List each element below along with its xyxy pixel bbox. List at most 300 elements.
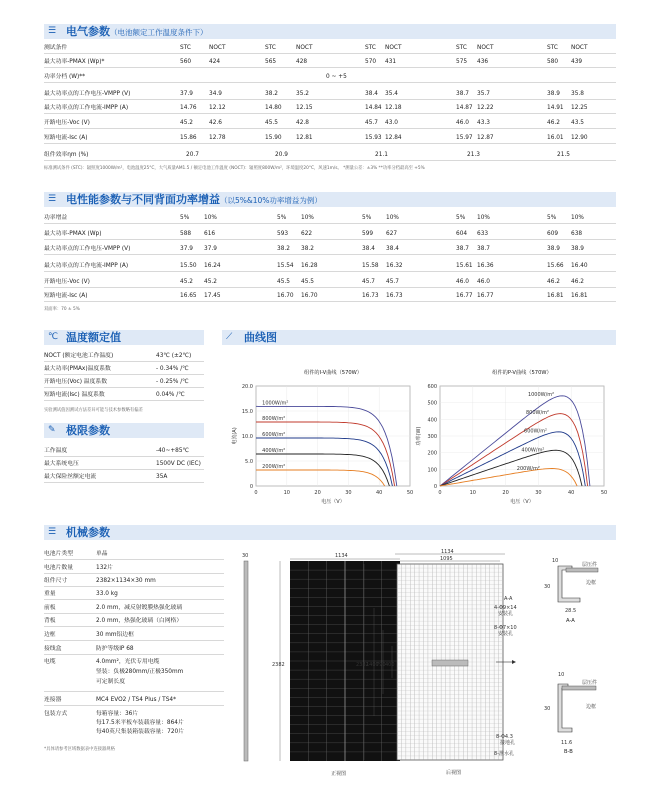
table-cell: 14.76 [180, 105, 197, 111]
col-5: 5% [547, 215, 557, 221]
x-tick-label: 30 [535, 490, 542, 496]
row-label: 背板 [44, 618, 56, 624]
row-value: 单晶 [96, 551, 108, 557]
table-cell: 570 [365, 59, 377, 65]
sec-a-glass: 层压件 [582, 562, 598, 568]
row-value: 43℃ (±2℃) [156, 353, 192, 359]
series-label: 1000W/m² [527, 391, 555, 398]
table-cell: 46.2 [547, 120, 560, 126]
table-cell: 38.7 [456, 246, 469, 252]
sec-b-116: 11.6 [561, 740, 573, 746]
table-cell: 12.84 [385, 135, 402, 141]
col-stc: STC [456, 45, 467, 51]
y-tick-label: 100 [427, 467, 437, 474]
y-tick-label: 20.0 [241, 384, 253, 390]
table-cell: 15.54 [277, 263, 294, 269]
row-label: 最大系统电压 [44, 461, 79, 467]
table-cell: 45.5 [265, 120, 278, 126]
mechanical-header [44, 525, 616, 540]
table-cell: 17.45 [204, 293, 221, 299]
col-10: 10% [204, 215, 217, 221]
curves-charts [222, 360, 616, 510]
row-value: 2.0 mm，减反射镀膜热强化玻璃 [96, 605, 183, 611]
iv-chart [231, 368, 413, 505]
limits-title: 极限参数 [66, 424, 110, 437]
section-b [544, 672, 597, 755]
table-cell: 38.9 [547, 246, 560, 252]
table-cell: 42.8 [296, 120, 309, 126]
table-cell: 15.50 [180, 263, 197, 269]
temperature-footnote: 实验测试值因测试方法差异可能与技术参数略有偏差 [44, 408, 143, 413]
series-line [440, 469, 577, 487]
row-label: 开路电压-Voc (V) [44, 279, 90, 285]
header-label: 测试条件 [44, 45, 68, 51]
table-row [44, 389, 204, 401]
col-noct: NOCT [571, 45, 588, 51]
row-label: 最大功率(PMAx)温度系数 [44, 366, 111, 372]
sliders-icon: ☰ [48, 26, 57, 36]
table-cell: 38.7 [477, 246, 490, 252]
x-axis-label: 电压（V） [321, 499, 345, 505]
table-row [44, 260, 616, 272]
row-label: 工作温度 [44, 448, 68, 454]
pv-chart [415, 368, 607, 505]
hole-c-label: 8-Φ4.3 [496, 734, 513, 740]
table-cell: 627 [386, 231, 398, 237]
table-cell: 14.84 [365, 105, 382, 111]
x-tick-label: 10 [283, 490, 290, 496]
table-row [44, 643, 224, 655]
table-row [44, 458, 204, 470]
table-cell: 46.0 [477, 279, 490, 285]
table-cell: 428 [296, 59, 308, 65]
section-mark-aa: A-A [504, 596, 513, 602]
table-row [44, 88, 616, 100]
table-cell: 45.7 [365, 120, 378, 126]
side-view [242, 553, 248, 761]
table-row [44, 228, 616, 240]
row-label: 前板 [44, 605, 56, 611]
y-tick-label: 10.0 [241, 434, 253, 440]
col-10: 10% [571, 215, 584, 221]
table-cell: 565 [265, 59, 277, 65]
y-tick-label: 300 [427, 434, 437, 440]
table-row [44, 602, 224, 614]
dim-1134-back: 1134 [441, 549, 454, 555]
row-value: 每17.5米平板车装载容量：864片 [96, 720, 184, 726]
table-cell: 16.70 [277, 293, 294, 299]
row-value: 2382×1134×30 mm [96, 578, 156, 584]
table-row [44, 117, 616, 129]
x-tick-label: 40 [568, 490, 575, 496]
table-cell: 45.2 [180, 279, 193, 285]
row-value: 0.04% /℃ [156, 392, 185, 398]
table-row [44, 575, 224, 587]
x-tick-label: 20 [314, 490, 321, 496]
table-cell: 35.2 [296, 91, 309, 97]
table-cell: 21.5 [557, 152, 570, 158]
table-row [44, 588, 224, 600]
row-value: - 0.34% /℃ [156, 366, 189, 372]
temperature-title: 温度额定值 [66, 331, 121, 344]
row-value: 4.0mm²，光伏专用电缆 [96, 659, 160, 665]
hole-a-label: 4-Φ9×14 [494, 605, 517, 611]
table-cell: 21.1 [375, 152, 388, 158]
sliders-icon: ☰ [48, 194, 57, 204]
table-cell: 16.73 [362, 293, 379, 299]
table-cell: 16.77 [456, 293, 473, 299]
x-tick-label: 10 [469, 490, 476, 496]
row-value: 每箱容量：36片 [96, 711, 139, 717]
mechanical-title: 机械参数 [66, 526, 110, 539]
table-cell: 38.9 [571, 246, 584, 252]
table-cell: 580 [547, 59, 559, 65]
hole-c-note: 接地孔 [500, 740, 516, 746]
table-cell: 38.4 [365, 91, 378, 97]
table-row [44, 350, 204, 362]
table-cell: 38.2 [301, 246, 314, 252]
table-cell: 12.25 [571, 105, 588, 111]
table-cell: 46.2 [547, 279, 560, 285]
row-label: 重量 [44, 591, 56, 597]
y-tick-label: 200 [427, 450, 437, 457]
table-cell: 431 [385, 59, 397, 65]
row-label: 短路电流-Isc (A) [44, 293, 88, 299]
y-tick-label: 0 [249, 484, 253, 490]
row-label: 接线盒 [44, 646, 62, 652]
table-cell: 38.4 [386, 246, 399, 252]
row-label: 功率分档 (W)** [44, 74, 86, 80]
row-value: 33.0 kg [96, 591, 118, 597]
table-cell: 424 [209, 59, 221, 65]
row-value: 防护等级IP 68 [96, 646, 134, 652]
row-label: 开路电压-Voc (V) [44, 120, 90, 126]
sec-a-30: 30 [544, 584, 551, 590]
dim-30: 30 [242, 553, 249, 559]
row-label: 最大保险丝额定电流 [44, 474, 97, 480]
table-row [44, 290, 616, 302]
electrical-title: 电气参数（电池额定工作温度条件下） [66, 25, 208, 38]
col-stc: STC [365, 45, 376, 51]
thermometer-icon: ℃ [48, 332, 59, 342]
table-cell: 15.90 [265, 135, 282, 141]
sec-a-10: 10 [552, 558, 559, 564]
row-label: 电池片类型 [44, 551, 73, 557]
table-cell: 16.81 [547, 293, 564, 299]
table-cell: 42.6 [209, 120, 222, 126]
row-label: 短路电流-Isc (A) [44, 135, 88, 141]
series-label: 400W/m² [521, 447, 545, 454]
electrical-footnote: 标准测试条件 (STC)：辐照度1000W/m²，电池温度25°C，大气质量AM1.5 / 额定电池工作温度 (NOCT)：辐照度800W/m²，环境温度20°C，风速1m/s。 *测量公差：±3% **功率分档最高至 +5% [44, 166, 425, 171]
packing-row [44, 708, 224, 740]
row-label: 电池片数量 [44, 565, 73, 571]
sliders-icon: ☰ [48, 527, 57, 537]
row-label: 包装方式 [44, 711, 68, 717]
col-stc: STC [547, 45, 558, 51]
row-label: 短路电流(Isc) 温度系数 [44, 392, 105, 398]
table-row [44, 629, 224, 641]
table-cell: 16.77 [477, 293, 494, 299]
row-label: 组件效率ηm (%) [44, 152, 89, 158]
y-tick-label: 5.0 [245, 459, 253, 465]
series-label: 200W/m² [516, 466, 540, 473]
table-cell: 14.80 [265, 105, 282, 111]
hole-b-note: 安装孔 [498, 631, 514, 637]
table-cell: 43.5 [571, 120, 584, 126]
table-cell: 588 [180, 231, 192, 237]
series-label: 1000W/m² [262, 400, 289, 407]
table-cell: 560 [180, 59, 192, 65]
table-cell: 37.9 [204, 246, 217, 252]
table-cell: 46.0 [456, 120, 469, 126]
y-tick-label: 500 [427, 400, 437, 407]
electrical-header-row [44, 42, 616, 54]
table-cell: 15.97 [456, 135, 473, 141]
table-row [44, 71, 616, 83]
table-cell: 45.5 [277, 279, 290, 285]
col-stc: STC [265, 45, 276, 51]
x-tick-label: 30 [345, 490, 352, 496]
back-view-label: 后视图 [446, 770, 462, 776]
x-axis-label: 电压（V） [510, 499, 534, 505]
series-label: 400W/m² [262, 448, 286, 454]
table-cell: 38.2 [265, 91, 278, 97]
hole-b-label: 8-Φ7×10 [494, 625, 517, 631]
row-label: 连接器 [44, 697, 62, 703]
row-label: 最大功率点的工作电压-VMPP (V) [44, 246, 131, 252]
table-row [44, 562, 224, 574]
table-cell: 35.7 [477, 91, 490, 97]
row-label: NOCT (额定电池工作温度) [44, 353, 114, 359]
row-value: 每40英尺集装箱装载容量：720片 [96, 729, 185, 735]
table-row [44, 615, 224, 627]
sec-b-title: B-B [564, 749, 573, 755]
y-tick-label: 15.0 [241, 409, 253, 415]
table-cell: 16.32 [386, 263, 403, 269]
table-cell: 15.61 [456, 263, 473, 269]
table-cell: 16.81 [571, 293, 588, 299]
x-tick-label: 40 [376, 490, 383, 496]
table-cell: 20.9 [275, 152, 288, 158]
table-cell: 38.9 [547, 91, 560, 97]
table-cell: 16.70 [301, 293, 318, 299]
table-cell: 46.0 [456, 279, 469, 285]
table-cell: 20.7 [186, 152, 199, 158]
dim-2382-back: 2382 [356, 662, 369, 668]
x-tick-label: 50 [600, 490, 608, 496]
table-cell: 439 [571, 59, 583, 65]
curves-header [222, 330, 616, 345]
mechanical-footnote: *具体请参考区域数据表中连接器规格 [44, 747, 115, 752]
col-noct: NOCT [296, 45, 313, 51]
row-value: 1500V DC (IEC) [156, 461, 201, 467]
x-tick-label: 20 [502, 490, 509, 496]
dim-1095-back: 1095 [440, 556, 453, 562]
table-cell: 14.87 [456, 105, 473, 111]
table-cell: 38.2 [277, 246, 290, 252]
chart-title: 组件的P-V曲线（570W） [492, 370, 552, 376]
table-row [44, 276, 616, 288]
table-cell: 16.24 [204, 263, 221, 269]
col-stc: STC [180, 45, 191, 51]
row-label: 边框 [44, 632, 56, 638]
table-cell: 616 [204, 231, 216, 237]
table-cell: 45.5 [301, 279, 314, 285]
limits-header [44, 423, 204, 438]
table-cell: 15.93 [365, 135, 382, 141]
table-cell: 0 ~ +5 [326, 74, 347, 80]
col-10: 10% [386, 215, 399, 221]
table-cell: 12.90 [571, 135, 588, 141]
table-cell: 38.7 [456, 91, 469, 97]
row-label: 电缆 [44, 659, 56, 665]
col-5: 5% [456, 215, 466, 221]
table-cell: 45.7 [386, 279, 399, 285]
col-5: 5% [362, 215, 372, 221]
sec-b-glass: 层压件 [582, 680, 598, 686]
table-cell: 16.01 [547, 135, 564, 141]
table-cell: 16.65 [180, 293, 197, 299]
row-label: 最大功率-PMAX (Wp) [44, 231, 102, 237]
sec-b-frame: 边框 [586, 704, 597, 710]
table-cell: 16.73 [386, 293, 403, 299]
table-cell: 12.12 [209, 105, 226, 111]
table-cell: 12.81 [296, 135, 313, 141]
table-row [44, 149, 616, 161]
x-tick-label: 50 [406, 490, 414, 496]
table-cell: 593 [277, 231, 289, 237]
col-5: 5% [180, 215, 190, 221]
row-value: -40~+85℃ [156, 448, 190, 454]
row-value: - 0.25% /℃ [156, 379, 189, 385]
row-value: 可定制长度 [96, 679, 125, 685]
table-cell: 45.2 [180, 120, 193, 126]
dim-400: 400 [385, 662, 395, 668]
dim-2382-front: 2382 [272, 662, 285, 668]
table-cell: 45.2 [204, 279, 217, 285]
table-cell: 16.40 [571, 263, 588, 269]
cable-row [44, 656, 224, 692]
y-tick-label: 600 [427, 384, 437, 390]
series-label: 800W/m² [262, 416, 286, 422]
bifacial-title: 电性能参数与不同背面功率增益（以5%&10%功率增益为例） [66, 193, 322, 206]
table-cell: 16.36 [477, 263, 494, 269]
table-cell: 12.18 [385, 105, 402, 111]
sec-a-frame: 边框 [586, 580, 597, 586]
row-value: 132片 [96, 565, 113, 571]
series-line [440, 450, 582, 486]
junction-box [432, 660, 468, 666]
table-cell: 35.4 [385, 91, 398, 97]
table-cell: 12.87 [477, 135, 494, 141]
pencil-icon: ✎ [48, 425, 56, 435]
y-tick-label: 400 [427, 417, 437, 424]
table-cell: 34.9 [209, 91, 222, 97]
table-cell: 609 [547, 231, 559, 237]
row-label: 开路电压(Voc) 温度系数 [44, 379, 107, 385]
table-cell: 21.3 [467, 152, 480, 158]
col-noct: NOCT [385, 45, 402, 51]
bifacial-header-row [44, 212, 616, 224]
hole-a-note: 安装孔 [498, 611, 514, 617]
dim-1400: 1400 [366, 662, 379, 668]
series-label: 800W/m² [525, 410, 550, 417]
row-label: 最大功率-PMAX (Wp)* [44, 59, 105, 65]
table-cell: 599 [362, 231, 374, 237]
bifacial-footnote: 双面率：70 ± 5% [44, 307, 80, 312]
table-row [44, 548, 224, 560]
table-cell: 43.3 [477, 120, 490, 126]
hole-d-label: 8-泄水孔 [494, 751, 514, 757]
header-label: 功率增益 [44, 215, 68, 221]
table-cell: 46.2 [571, 279, 584, 285]
table-cell: 15.86 [180, 135, 197, 141]
series-label: 600W/m² [262, 432, 286, 438]
table-cell: 14.91 [547, 105, 564, 111]
col-noct: NOCT [477, 45, 494, 51]
curves-title: 曲线图 [244, 331, 277, 344]
table-row [44, 56, 616, 68]
y-axis-label: 功率(W) [416, 426, 422, 446]
row-value: 30 mm铝边框 [96, 632, 134, 638]
series-line [256, 438, 392, 486]
line-chart-icon: ⟋ [226, 332, 233, 342]
electrical-header [44, 24, 616, 39]
table-cell: 43.0 [385, 120, 398, 126]
sec-b-30: 30 [544, 706, 551, 712]
table-cell: 12.15 [296, 105, 313, 111]
table-cell: 15.58 [362, 263, 379, 269]
row-label: 最大功率点的工作电压-VMPP (V) [44, 91, 131, 97]
sec-a-285: 28.5 [565, 608, 577, 614]
table-row [44, 132, 616, 144]
table-cell: 16.28 [301, 263, 318, 269]
col-10: 10% [477, 215, 490, 221]
row-label: 最大功率点的工作电流-IMPP (A) [44, 263, 129, 269]
table-cell: 604 [456, 231, 468, 237]
x-tick-label: 0 [254, 490, 258, 496]
temperature-header [44, 330, 204, 345]
table-cell: 35.8 [571, 91, 584, 97]
sec-a-title: A-A [566, 618, 575, 624]
dim-1134-front: 1134 [335, 553, 348, 559]
y-axis-label: 电流(A) [232, 427, 238, 445]
table-cell: 45.7 [362, 279, 375, 285]
col-noct: NOCT [209, 45, 226, 51]
table-cell: 37.9 [180, 91, 193, 97]
table-row [44, 376, 204, 388]
series-line [440, 432, 585, 486]
bifacial-header [44, 192, 616, 207]
y-tick-label: 0 [433, 484, 437, 490]
table-cell: 575 [456, 59, 468, 65]
table-cell: 12.22 [477, 105, 494, 111]
row-value: 2.0 mm，热强化玻璃（白网格） [96, 618, 183, 624]
table-cell: 38.4 [362, 246, 375, 252]
dim-790: 790 [376, 662, 386, 668]
table-cell: 12.78 [209, 135, 226, 141]
row-label: 最大功率点的工作电流-IMPP (A) [44, 105, 129, 111]
table-row [44, 445, 204, 457]
table-cell: 638 [571, 231, 583, 237]
table-cell: 15.66 [547, 263, 564, 269]
chart-title: 组件的I-V曲线（570W） [304, 370, 362, 376]
table-cell: 622 [301, 231, 313, 237]
col-10: 10% [301, 215, 314, 221]
row-label: 组件尺寸 [44, 578, 68, 584]
col-5: 5% [277, 215, 287, 221]
mechanical-drawings [232, 548, 628, 780]
